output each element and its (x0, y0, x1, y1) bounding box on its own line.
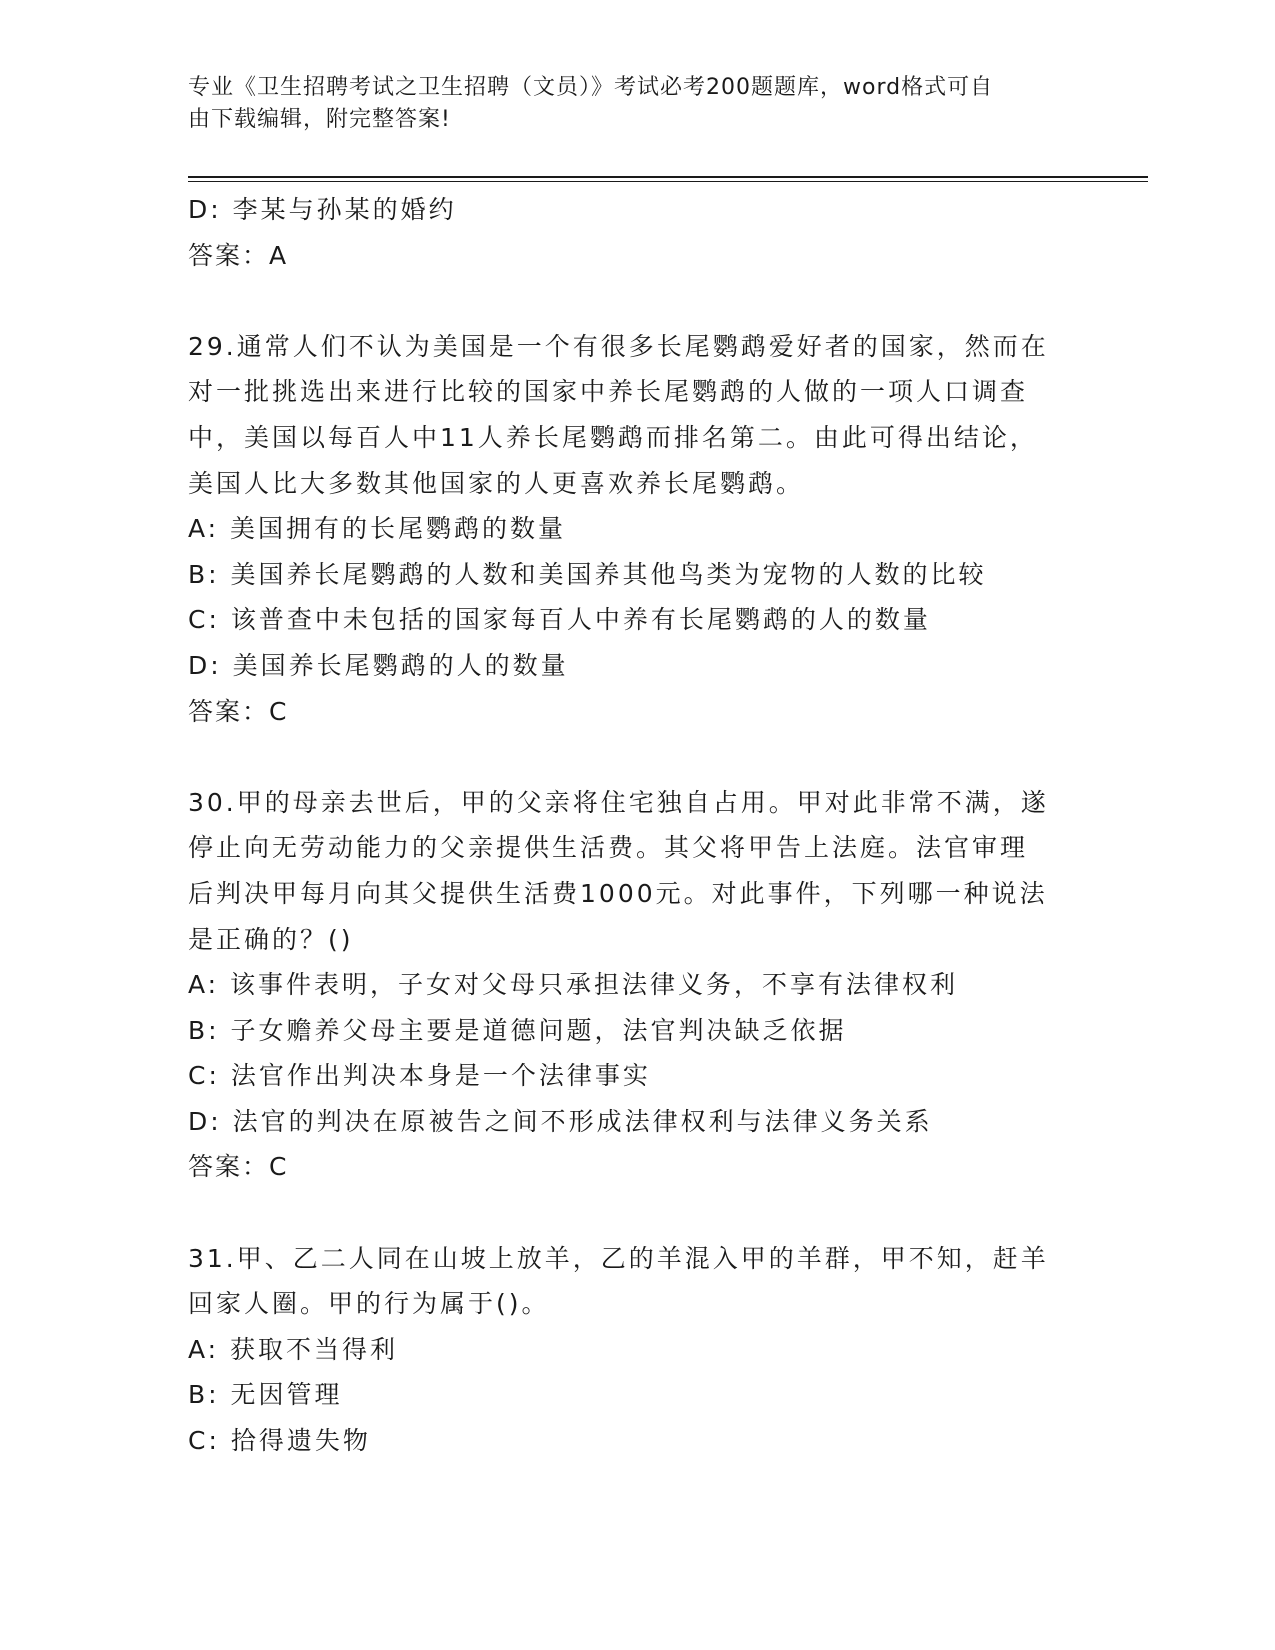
answer-line: 答案：A (188, 240, 289, 270)
document-header (188, 72, 1068, 136)
question-gap (188, 1190, 1088, 1236)
option-d: D: 法官的判决在原被告之间不形成法律权利与法律义务关系 (188, 1106, 933, 1136)
question-stem-line: 29.通常人们不认为美国是一个有很多长尾鹦鹉爱好者的国家，然而在 (188, 331, 1049, 361)
option-c: C: 该普查中未包括的国家每百人中养有长尾鹦鹉的人的数量 (188, 605, 931, 635)
question-stem-line: 停止向无劳动能力的父亲提供生活费。其父将甲告上法庭。法官审理 (188, 833, 1029, 863)
question-stem-line: 美国人比大多数其他国家的人更喜欢养长尾鹦鹉。 (188, 468, 805, 498)
question-stem-line: 是正确的？() (188, 924, 354, 954)
answer-line: 答案：C (188, 1152, 289, 1182)
header-rule-thick (188, 176, 1148, 178)
question-31 (188, 1236, 1088, 1464)
question-stem-line: 中，美国以每百人中11人养长尾鹦鹉而排名第二。由此可得出结论， (188, 422, 1038, 452)
header-line-2: 由下载编辑，附完整答案! (188, 107, 451, 132)
question-29 (188, 324, 1088, 734)
question-28-tail (188, 187, 1088, 278)
answer-line: 答案：C (188, 696, 289, 726)
option-d: D: 李某与孙某的婚约 (188, 195, 457, 224)
option-a: A: 获取不当得利 (188, 1334, 399, 1364)
question-stem-line: 31.甲、乙二人同在山坡上放羊，乙的羊混入甲的羊群，甲不知，赶羊 (188, 1243, 1049, 1273)
question-30 (188, 780, 1088, 1190)
option-d: D: 美国养长尾鹦鹉的人的数量 (188, 650, 569, 680)
question-gap (188, 734, 1088, 780)
option-c: C: 法官作出判决本身是一个法律事实 (188, 1061, 651, 1091)
question-stem-line: 对一批挑选出来进行比较的国家中养长尾鹦鹉的人做的一项人口调查 (188, 377, 1029, 407)
option-b: B: 子女赡养父母主要是道德问题，法官判决缺乏依据 (188, 1015, 847, 1045)
option-b: B: 无因管理 (188, 1380, 343, 1410)
question-stem-line: 回家人圈。甲的行为属于()。 (188, 1289, 550, 1319)
question-content (188, 187, 1088, 1464)
option-b: B: 美国养长尾鹦鹉的人数和美国养其他鸟类为宠物的人数的比较 (188, 559, 987, 589)
question-gap (188, 278, 1088, 324)
header-rule-thin (188, 181, 1148, 182)
question-stem-line: 后判决甲每月向其父提供生活费1000元。对此事件，下列哪一种说法 (188, 878, 1048, 908)
header-line-1: 专业《卫生招聘考试之卫生招聘（文员）》考试必考200题题库，word格式可自 (188, 75, 994, 100)
question-stem-line: 30.甲的母亲去世后，甲的父亲将住宅独自占用。甲对此非常不满，遂 (188, 787, 1049, 817)
option-c: C: 拾得遗失物 (188, 1426, 371, 1456)
option-a: A: 该事件表明，子女对父母只承担法律义务，不享有法律权利 (188, 970, 959, 1000)
option-a: A: 美国拥有的长尾鹦鹉的数量 (188, 514, 567, 544)
